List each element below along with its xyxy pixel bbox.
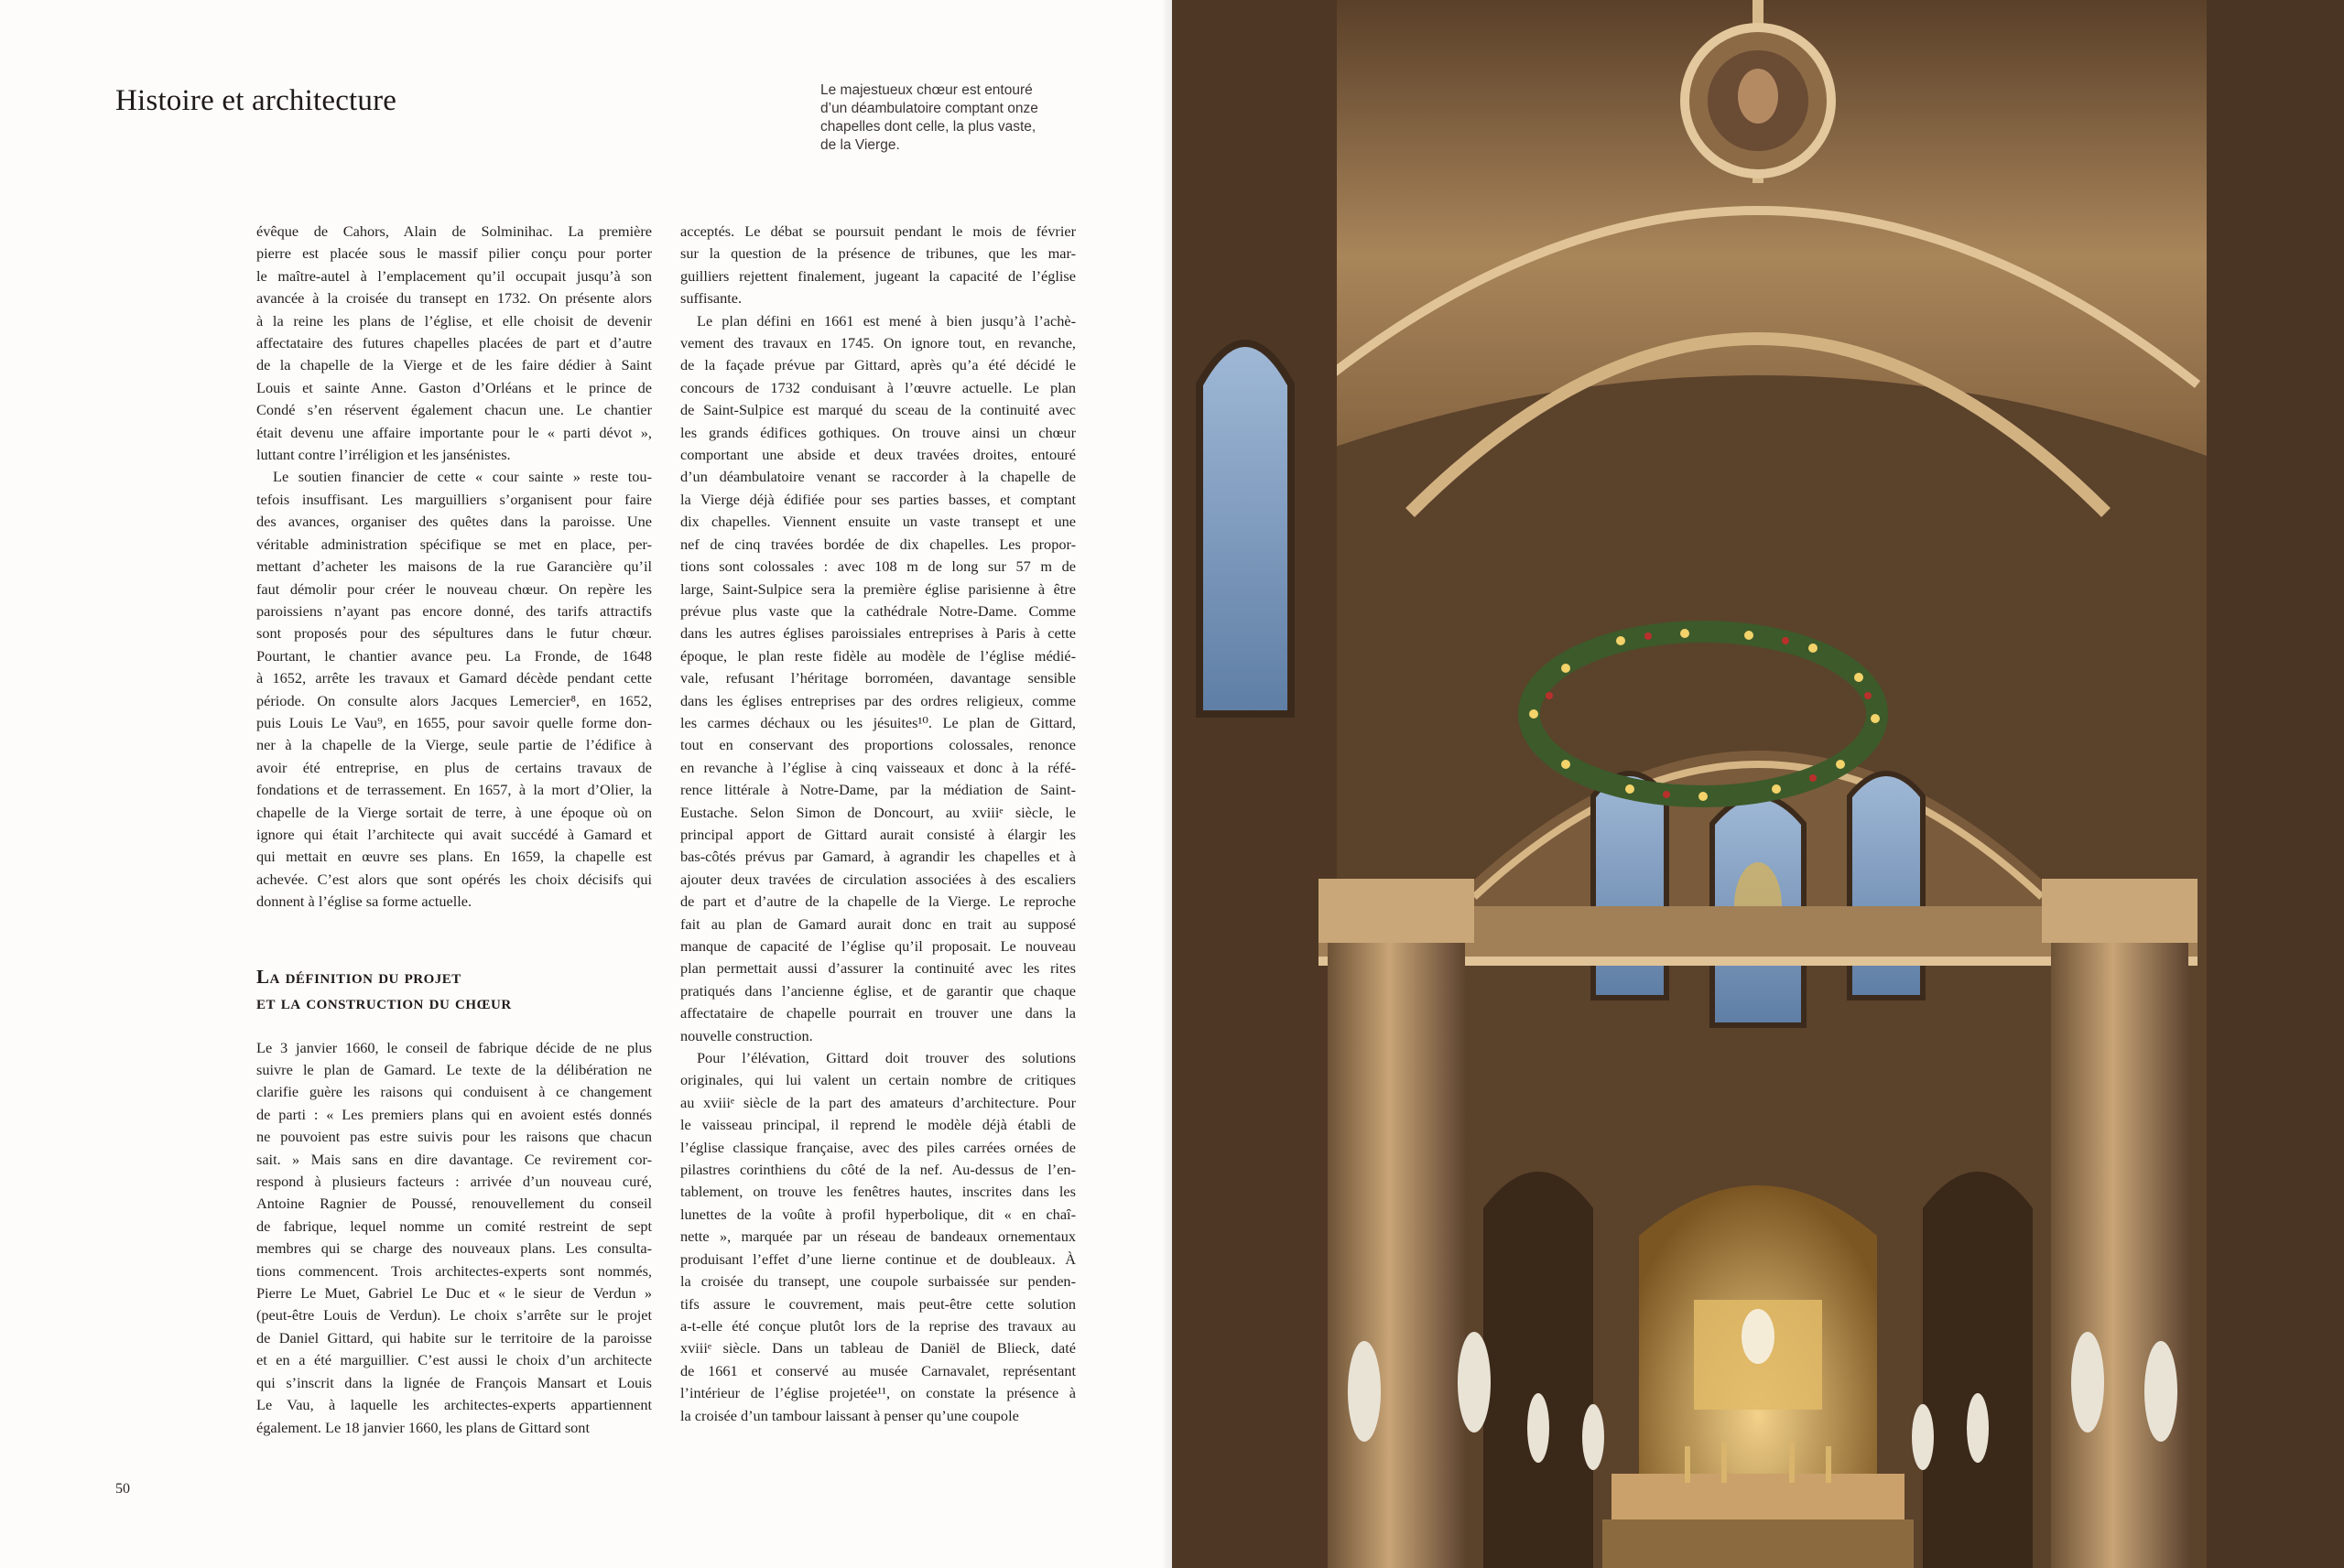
caption-line: d’un déambulatoire comptant onze	[820, 101, 1038, 116]
text-line: Antoine Ragnier de Poussé, renouvellement du conseil	[256, 1195, 652, 1213]
text-line: Le 3 janvier 1660, le conseil de fabrique décide de ne plus	[256, 1038, 652, 1056]
text-line: tions sont colossales : avec 108 m de long sur 57 m de	[680, 557, 1076, 576]
text-line: évêque de Cahors, Alain de Solminihac. La première	[256, 222, 652, 240]
text-line: Louis et sainte Anne. Gaston d’Orléans et le prince de	[256, 378, 652, 396]
text-line: dans les autres églises paroissiales entreprises à Paris à cette	[680, 624, 1076, 643]
text-line: vale, refusant l’héritage borroméen, davantage sensible	[680, 669, 1076, 687]
text-line: puis Louis Le Vau⁹, en 1655, pour savoir quelle forme don-	[256, 713, 652, 731]
text-line: tions commencent. Trois architectes-experts sont nommés,	[256, 1261, 652, 1280]
text-line: guilliers rejettent finalement, jugeant la capacité de l’église	[680, 266, 1076, 285]
text-line: acceptés. Le débat se poursuit pendant le mois de février	[680, 222, 1076, 240]
text-line: nouvelle construction.	[680, 1026, 813, 1044]
text-line: en revanche à l’église à cinq vaisseaux et donc à la réfé-	[680, 758, 1076, 776]
ambulatory-arch	[1483, 1172, 1593, 1568]
right-wall	[2207, 0, 2344, 1568]
paragraph	[256, 1037, 652, 1439]
text-line: ner à la chapelle de la Vierge, seule partie de l’édifice à	[256, 736, 652, 754]
text-line: de la façade prévue par Gittard, après qu’a été décidé le	[680, 356, 1076, 374]
text-line: était devenu une affaire importante pour le « parti dévot »,	[256, 423, 652, 441]
text-line: de Saint-Sulpice est marqué du sceau de la continuité avec	[680, 401, 1076, 419]
text-line: paroissiens n’ayant pas encore donné, des tarifs attractifs	[256, 601, 652, 620]
text-line: rence littérale à Notre-Dame, par la médiation de Saint-	[680, 781, 1076, 799]
text-line: vement des travaux en 1745. On ignore tout, en revanche,	[680, 334, 1076, 352]
paragraph	[680, 310, 1076, 1047]
medallion-figure	[1738, 69, 1778, 124]
ambulatory-arch	[1923, 1172, 2033, 1568]
text-line: sur la question de la présence de tribunes, que les mar-	[680, 244, 1076, 263]
choir-illustration	[1172, 0, 2344, 1568]
text-line: tifs assure le couvrement, mais peut-être cette solution	[680, 1294, 1076, 1313]
text-line: manque de capacité de l’église qu’il proposait. Le nouveau	[680, 937, 1076, 955]
text-line: comportant une abside et deux travées droites, entouré	[680, 446, 1076, 464]
text-line: les grands édifices gothiques. On trouve ainsi un chœur	[680, 423, 1076, 441]
left-high-window	[1199, 343, 1291, 714]
text-line: pilastres corinthiens du côté de la nef. Au-dessus de l’en-	[680, 1161, 1076, 1179]
text-line: pierre est placée sous le massif pilier conçu pour porter	[256, 244, 652, 263]
caption-line: de la Vierge.	[820, 137, 900, 153]
text-line: affectataire de chapelle pourrait en trouver une dans la	[680, 1004, 1076, 1022]
caption-line: chapelles dont celle, la plus vaste,	[820, 119, 1036, 135]
text-line: de la chapelle de la Vierge et de les faire dédier à Saint	[256, 356, 652, 374]
text-line: affectataire des futures chapelles placées de part et d’autre	[256, 334, 652, 352]
text-line: qui mettait en œuvre ses plans. En 1659, la chapelle est	[256, 848, 652, 866]
text-line: véritable administration spécifique se met en place, per-	[256, 535, 652, 553]
text-line: l’église classique française, avec des piles carrées ornées de	[680, 1138, 1076, 1156]
text-line: Pour l’élévation, Gittard doit trouver des solutions	[697, 1049, 1076, 1067]
capital-left	[1318, 879, 1474, 943]
text-line: Le plan défini en 1661 est mené à bien jusqu’à l’achè-	[697, 311, 1076, 330]
text-column-right	[680, 221, 1076, 1427]
virgin-statue	[1742, 1309, 1774, 1364]
section-gap	[256, 1015, 652, 1037]
text-line: la croisée d’un tambour laissant à penser qu’une coupole	[680, 1406, 1019, 1424]
text-line: avoir été entreprise, en plus de certains travaux de	[256, 758, 652, 776]
text-line: ignore qui était l’architecte qui avait succédé à Gamard et	[256, 825, 652, 843]
paragraph	[680, 221, 1076, 310]
altar-steps	[1602, 1519, 1914, 1568]
text-line: à 1652, arrête les travaux et Gamard décède pendant cette	[256, 669, 652, 687]
text-line: l’intérieur de l’église projetée¹¹, on constate la présence à	[680, 1384, 1076, 1402]
text-line: chapelle de la Vierge sortait de terre, à une époque où on	[256, 803, 652, 821]
running-head: Histoire et architecture	[115, 84, 397, 117]
church-interior-photo	[1172, 0, 2344, 1568]
text-line: bas-côtés prévus par Gamard, à agrandir les chapelles et à	[680, 848, 1076, 866]
paragraph	[680, 1047, 1076, 1427]
text-line: ne pouvoient pas estre suivis pour les raisons que chacun	[256, 1128, 652, 1146]
text-line: faut démolir pour créer le nouveau chœur. On repère les	[256, 579, 652, 598]
text-line: de fabrique, lequel nomme un comité restreint de sept	[256, 1217, 652, 1235]
text-line: époque, le plan reste fidèle au modèle de l’église médié-	[680, 646, 1076, 665]
text-line: sait. » Mais sans en dire davantage. Ce revirement cor-	[256, 1150, 652, 1168]
text-line: les carmes déchaux ou les jésuites¹⁰. Le plan de Gittard,	[680, 713, 1076, 731]
text-line: xviiiᵉ siècle. Dans un tableau de Daniël de Blieck, daté	[680, 1339, 1076, 1357]
photo-caption	[820, 81, 1095, 155]
text-line: sont proposés pour des sépultures dans le futur chœur.	[256, 624, 652, 643]
text-line: le maître-autel à l’emplacement qu’il occupait jusqu’à son	[256, 266, 652, 285]
text-line: achevée. C’est alors que sont opérés les choix décisifs qui	[256, 870, 652, 888]
page-number: 50	[115, 1481, 130, 1497]
text-column-left	[256, 221, 652, 1439]
text-line: membres qui se charge des nouveaux plans. Les consulta-	[256, 1239, 652, 1258]
text-line: à la reine les plans de l’église, et elle choisit de devenir	[256, 311, 652, 330]
text-line: nef de cinq travées bordée de dix chapelles. Les propor-	[680, 535, 1076, 553]
pillar-left	[1328, 915, 1465, 1568]
text-line: dix chapelles. Viennent ensuite un vaste transept et une	[680, 513, 1076, 531]
left-wall	[1172, 0, 1337, 1568]
pillar-right	[2051, 915, 2188, 1568]
text-line: concours de 1732 conduisant à l’œuvre actuelle. Le plan	[680, 378, 1076, 396]
text-line: donnent à l’église sa forme actuelle.	[256, 892, 472, 911]
text-line: d’un déambulatoire venant se raccorder à la chapelle de	[680, 468, 1076, 486]
text-line: Pierre Le Muet, Gabriel Le Duc et « le sieur de Verdun »	[256, 1284, 652, 1303]
text-line: produisant l’effet d’une lierne continue et de doubleaux. À	[680, 1249, 1076, 1268]
text-line: tablement, on trouve les fenêtres hautes, inscrites dans les	[680, 1183, 1076, 1201]
text-line: suffisante.	[680, 289, 743, 308]
text-line: dans les églises entreprises par des ordres religieux, comme	[680, 691, 1076, 709]
text-line: mettant d’acheter les maisons de la rue Garancière qu’il	[256, 557, 652, 576]
text-line: prévue plus vaste que la cathédrale Notre-Dame. Comme	[680, 601, 1076, 620]
text-line: Condé s’en réservent également chacun une. Le chantier	[256, 401, 652, 419]
text-line: fondations et de terrassement. En 1657, à la mort d’Olier, la	[256, 781, 652, 799]
text-line: luttant contre l’irréligion et les jansénistes.	[256, 446, 511, 464]
paragraph	[256, 221, 652, 466]
paragraph	[256, 466, 652, 913]
text-line: période. On consulte alors Jacques Lemercier⁸, en 1652,	[256, 691, 652, 709]
text-line: des avances, organiser des quêtes dans la paroisse. Une	[256, 513, 652, 531]
text-line: originales, qui lui valent un certain nombre de critiques	[680, 1071, 1076, 1089]
text-line: Le soutien financier de cette « cour sainte » reste tou-	[273, 468, 652, 486]
text-line: Eustache. Selon Simon de Doncourt, au xviiiᵉ siècle, le	[680, 803, 1076, 821]
heading-line: et la construction du chœur	[256, 990, 512, 1013]
caption-line: Le majestueux chœur est entouré	[820, 82, 1033, 98]
text-line: plan permettait aussi d’assurer la continuité avec les rites	[680, 959, 1076, 978]
text-line: de 1661 et conservé au musée Carnavalet, représentant	[680, 1361, 1076, 1379]
text-line: large, Saint-Sulpice sera la première église parisienne à être	[680, 579, 1076, 598]
text-line: de Daniel Gittard, qui habite sur le territoire de la paroisse	[256, 1328, 652, 1346]
text-line: suivre le plan de Gamard. Le texte de la délibération ne	[256, 1061, 652, 1078]
text-line: Le Vau, à laquelle les architectes-experts appartiennent	[256, 1396, 652, 1414]
text-line: pratiqués dans l’ancienne église, et de garantir que chaque	[680, 981, 1076, 1000]
text-line: qui s’inscrit dans la lignée de François Mansart et Louis	[256, 1373, 652, 1391]
capital-right	[2042, 879, 2198, 943]
text-line: clarifie guère les raisons qui conduisent à ce changement	[256, 1083, 652, 1101]
text-line: nette », marquée par un réseau de bandeaux ornementaux	[680, 1227, 1076, 1246]
text-line: avancée à la croisée du transept en 1732. On présente alors	[256, 289, 652, 308]
text-line: la Vierge déjà édifiée pour ses parties basses, et comptant	[680, 490, 1076, 508]
section-gap	[256, 914, 652, 964]
text-line: tout en conservant des proportions colossales, renonce	[680, 736, 1076, 754]
text-line: fait au plan de Gamard aurait donc en trait au supposé	[680, 914, 1076, 933]
text-line: le vaisseau principal, il reprend le modèle déjà établi de	[680, 1116, 1076, 1134]
text-line: tefois insuffisant. Les marguilliers s’organisent pour faire	[256, 490, 652, 508]
text-line: au xviiiᵉ siècle de la part des amateurs d’architecture. Pour	[680, 1093, 1076, 1111]
text-line: respond à plusieurs facteurs : arrivée d’un nouveau curé,	[256, 1173, 652, 1191]
text-line: également. Le 18 janvier 1660, les plans de Gittard sont	[256, 1418, 590, 1436]
text-line: de parti : « Les premiers plans qui en avoient estés donnés	[256, 1105, 652, 1123]
text-line: (peut-être Louis de Verdun). Le choix s’arrête sur le projet	[256, 1306, 652, 1325]
text-line: a-t-elle été conçue plutôt lors de la reprise des travaux au	[680, 1316, 1076, 1335]
section-heading	[256, 964, 652, 1015]
text-line: la croisée du transept, une coupole surbaissée sur penden-	[680, 1272, 1076, 1291]
text-line: Pourtant, le chantier avance peu. La Fronde, de 1648	[256, 646, 652, 665]
heading-line: La définition du projet	[256, 965, 461, 988]
text-line: de part et d’autre de la chapelle de la Vierge. Le reproche	[680, 892, 1076, 911]
text-line: lunettes de la voûte à profil hyperbolique, dit « en chaî-	[680, 1205, 1076, 1223]
text-line: et en a été marguillier. C’est aussi le choix d’un architecte	[256, 1351, 652, 1369]
text-line: ajouter deux travées de circulation associées à des escaliers	[680, 870, 1076, 888]
text-line: principal apport de Gittard aurait consisté à élargir les	[680, 825, 1076, 843]
